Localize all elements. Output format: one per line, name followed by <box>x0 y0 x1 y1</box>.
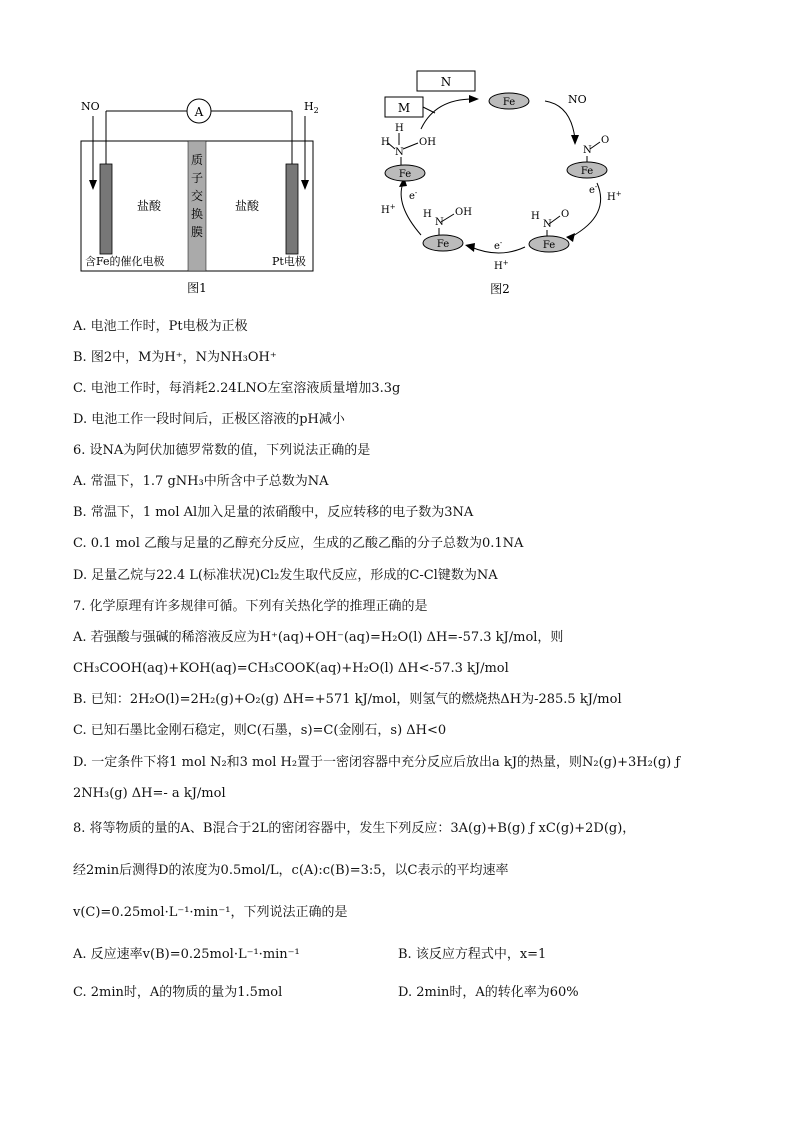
q7-option-c: C. 已知石墨比金刚石稳定，则C(石墨，s)=C(金刚石，s) ΔH<0 <box>73 723 447 738</box>
figure-1-caption: 图1 <box>187 281 207 295</box>
figure-1-cell <box>75 94 335 299</box>
q8-stem-line1: 8. 将等物质的量的A、B混合于2L的密闭容器中，发生下列反应：3A(g)+B(g) ƒ xC(g)+2D(g)， <box>73 821 636 836</box>
fe-bottom-right-label: Fe <box>542 240 556 251</box>
h-atom-4b: H <box>381 137 390 148</box>
right-solution-label: 盐酸 <box>234 199 260 213</box>
q8-option-b: B. 该反应方程式中，x=1 <box>398 947 547 962</box>
release-arrow <box>421 99 473 129</box>
q7-option-d-line1: D. 一定条件下将1 mol N₂和3 mol H₂置于一密闭容器中充分反应后放出a kJ的热量，则N₂(g)+3H₂(g) ƒ <box>73 755 681 770</box>
no-addition-arrow <box>545 101 575 139</box>
fe-right-label: Fe <box>580 166 594 177</box>
q5-option-d: D. 电池工作一段时间后，正极区溶液的pH减小 <box>73 412 345 427</box>
q6-option-b: B. 常温下，1 mol Al加入足量的浓硝酸中，反应转移的电子数为3NA <box>73 505 474 520</box>
o-atom-2: O <box>561 209 570 220</box>
q7-option-a-line1: A. 若强酸与强碱的稀溶液反应为H⁺(aq)+OH⁻(aq)=H₂O(l) ΔH=-57.3 kJ/mol，则 <box>73 630 564 645</box>
figure-2-cycle <box>375 65 625 300</box>
no-label: NO <box>81 100 100 113</box>
left-solution-label: 盐酸 <box>136 199 162 213</box>
fe-top-label: Fe <box>502 97 516 108</box>
membrane-label-1: 质 <box>190 153 204 167</box>
right-reduction-arrow <box>571 183 601 237</box>
fe-catalytic-electrode <box>100 164 112 254</box>
ammeter-label: A <box>194 105 204 119</box>
n-atom-4: N <box>395 147 404 158</box>
q6-option-c: C. 0.1 mol 乙酸与足量的乙醇充分反应，生成的乙酸乙酯的分子总数为0.1NA <box>73 536 524 551</box>
q8-stem-line2: 经2min后测得D的浓度为0.5mol/L，c(A):c(B)=3:5，以C表示的平均速率 <box>73 863 509 878</box>
proton-3: H+ <box>381 203 396 216</box>
proton-2: H+ <box>494 259 509 272</box>
left-electrode-label: 含Fe的催化电极 <box>85 255 165 268</box>
q5-option-b: B. 图2中，M为H⁺，N为NH₃OH⁺ <box>73 350 277 365</box>
electron-1: e- <box>589 183 598 196</box>
right-electrode-label: Pt电极 <box>272 255 306 268</box>
membrane-label-4: 换 <box>190 207 204 221</box>
oh-group-4: OH <box>419 137 436 148</box>
n-atom-2: N <box>543 219 552 230</box>
q5-option-a: A. 电池工作时，Pt电极为正极 <box>73 319 248 334</box>
q7-stem: 7. 化学原理有许多规律可循。下列有关热化学的推理正确的是 <box>73 599 428 614</box>
q8-option-c: C. 2min时，A的物质的量为1.5mol <box>73 985 283 1000</box>
membrane-label-2: 子 <box>190 171 204 185</box>
h-atom-3: H <box>423 209 432 220</box>
no-label: NO <box>568 93 587 106</box>
o-atom-1: O <box>601 135 610 146</box>
fe-left-label: Fe <box>398 169 412 180</box>
electron-3: e- <box>409 189 418 202</box>
membrane-label-5: 膜 <box>190 225 204 239</box>
box-n-label: N <box>440 75 452 89</box>
h-atom-2: H <box>531 211 540 222</box>
q8-option-a: A. 反应速率v(B)=0.25mol·L⁻¹·min⁻¹ <box>73 947 300 962</box>
proton-1: H+ <box>607 190 622 203</box>
n-atom-1: N <box>583 145 592 156</box>
q5-option-c: C. 电池工作时，每消耗2.24LNO左室溶液质量增加3.3g <box>73 381 401 396</box>
q6-option-a: A. 常温下，1.7 gNH₃中所含中子总数为NA <box>73 474 329 489</box>
h-atom-4a: H <box>395 123 404 134</box>
box-m-label: M <box>397 101 411 115</box>
q7-option-b: B. 已知：2H₂O(l)=2H₂(g)+O₂(g) ΔH=+571 kJ/mol，则氢气的燃烧热ΔH为-285.5 kJ/mol <box>73 692 622 707</box>
n-atom-3: N <box>435 217 444 228</box>
membrane-label-3: 交 <box>190 189 204 203</box>
oh-group-3: OH <box>455 207 472 218</box>
figure-2-caption: 图2 <box>490 282 510 296</box>
q7-option-a-line2: CH₃COOH(aq)+KOH(aq)=CH₃COOK(aq)+H₂O(l) ΔH<-57.3 kJ/mol <box>73 661 509 676</box>
h2-label: $H_2$ <box>304 100 319 115</box>
q6-stem: 6. 设NA为阿伏加德罗常数的值，下列说法正确的是 <box>73 443 371 458</box>
fe-bottom-left-label: Fe <box>436 239 450 250</box>
q8-stem-line3: v(C)=0.25mol·L⁻¹·min⁻¹，下列说法正确的是 <box>73 905 348 920</box>
q7-option-d-line2: 2NH₃(g) ΔH=- a kJ/mol <box>73 786 226 801</box>
pt-electrode <box>286 164 298 254</box>
q8-option-d: D. 2min时，A的转化率为60% <box>398 985 579 1000</box>
electron-2: e- <box>494 239 503 252</box>
q6-option-d: D. 足量乙烷与22.4 L(标准状况)Cl₂发生取代反应，形成的C-Cl键数为NA <box>73 568 498 583</box>
